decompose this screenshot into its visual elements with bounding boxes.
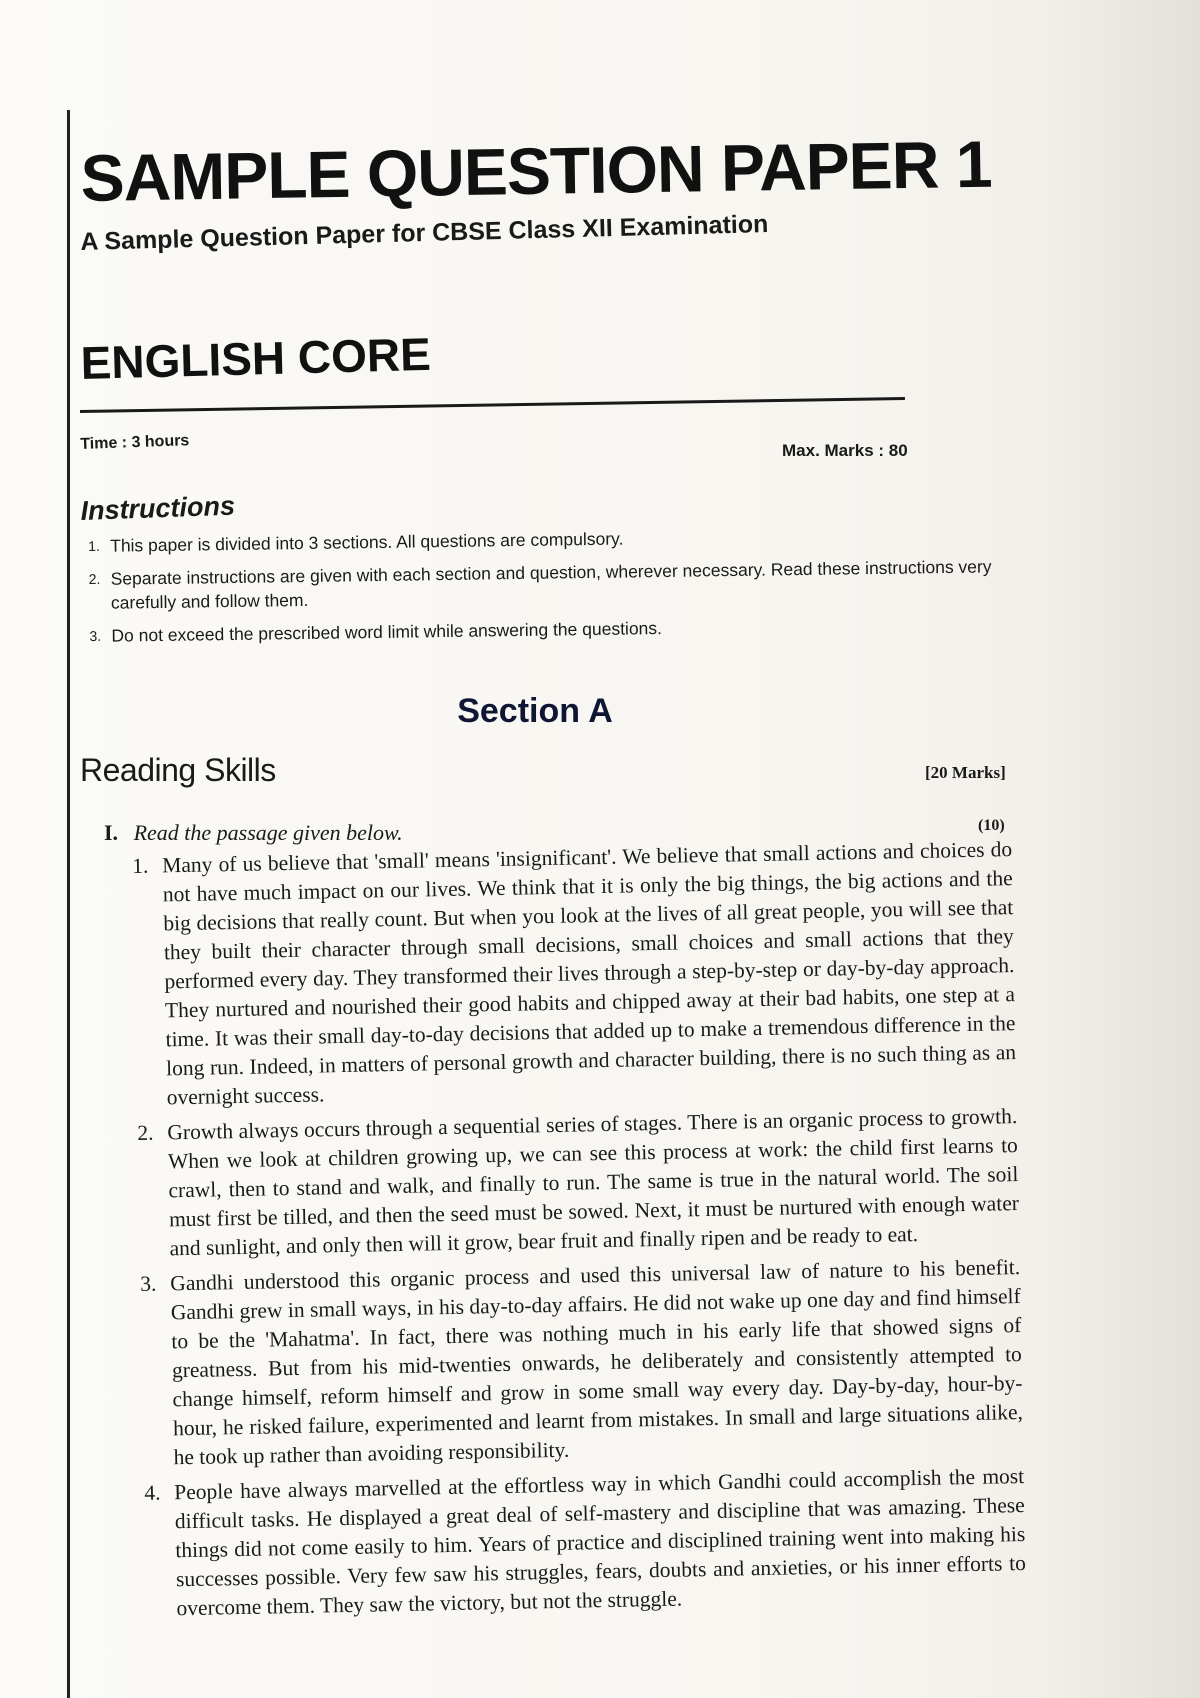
passage-paragraph <box>140 1253 1024 1473</box>
time-label: Time : 3 hours <box>80 432 190 453</box>
passage-paragraph <box>137 1102 1020 1264</box>
question-text: Read the passage given below. <box>133 820 403 845</box>
max-marks-label: Max. Marks : 80 <box>782 441 908 460</box>
paper-subtitle: A Sample Question Paper for CBSE Class XII Examination <box>80 209 769 256</box>
section-part-marks: [20 Marks] <box>925 763 1006 782</box>
question-marks: (10) <box>978 817 1005 834</box>
instruction-text: Separate instructions are given with each section and question, wherever necessary. Read these instructions very carefully and follow them. <box>110 556 992 613</box>
paragraph-number: 1. <box>132 853 149 878</box>
instruction-text: Do not exceed the prescribed word limit while answering the questions. <box>111 617 663 646</box>
reading-passage <box>132 835 1027 1630</box>
instruction-item <box>88 521 1008 558</box>
instructions-heading: Instructions <box>80 490 236 526</box>
passage-paragraph <box>144 1462 1027 1624</box>
instruction-item <box>89 611 1009 648</box>
paragraph-text: Growth always occurs through a sequential series of stages. There is an organic process to growth. When we look at children growing up, we can see this process at work: the child first learns to crawl, then to stand and walk, and finally to run. The same is true in the natural world. The soil must first be tilled, and then the seed must be sowed. Next, it must be nurtured with enough water and sunlight, and only then will it grow, bear fruit and finally ripen and be ready to eat. <box>167 1104 1020 1261</box>
passage-paragraph <box>132 835 1017 1113</box>
question-number: I. <box>104 820 119 845</box>
instruction-item <box>88 554 1009 615</box>
paragraph-number: 2. <box>137 1120 154 1145</box>
paragraph-text: People have always marvelled at the effortless way in which Gandhi could accomplish the most difficult tasks. He displayed a great deal of self-mastery and discipline that was amazing. These things did not come easily to him. Years of practice and disciplined training went into making his successes possible. Very few saw his struggles, fears, doubts and anxieties, or his inner efforts to overcome them. They saw the victory, but not the struggle. <box>174 1463 1027 1621</box>
section-part-title: Reading Skills <box>80 752 276 788</box>
paragraph-number: 4. <box>144 1480 161 1505</box>
instruction-number: 3. <box>89 627 102 644</box>
paragraph-number: 3. <box>140 1271 157 1296</box>
instruction-number: 2. <box>88 570 101 587</box>
left-margin-rule <box>67 110 70 1698</box>
paragraph-text: Gandhi understood this organic process and used this universal law of nature to his benefit. Gandhi grew in small ways, in his day-to-day affairs. He did not wake up one day and find himself to be the 'Mahatma'. In fact, there was nothing much in his early life that showed signs of greatness. But from his mid-twenties onwards, he deliberately and consistently attempted to change himself, reform himself and grow in some small way every day. Day-by-day, hour-by-hour, he risked failure, experimented and learnt from mistakes. In small and large situations alike, he took up rather than avoiding responsibility. <box>170 1255 1024 1470</box>
header-divider <box>80 397 905 413</box>
instruction-text: This paper is divided into 3 sections. All questions are compulsory. <box>110 528 624 556</box>
question-label <box>104 820 403 846</box>
page-edge-shadow <box>1040 0 1200 1698</box>
subject-title: ENGLISH CORE <box>80 327 432 389</box>
paragraph-text: Many of us believe that 'small' means 'insignificant'. We believe that small actions and choices do not have much impact on our lives. We think that it is only the big things, the big actions and the big decisions that really count. But when you look at the lives of all great people, you will see that they built their character through small decisions, small choices and small actions that they performed every day. They transformed their lives through a step-by-step or day-by-day approach. They nurtured and nourished their good habits and chipped away at their bad habits, one step at a time. It was their small day-to-day decisions that added up to make a tremendous difference in the long run. Indeed, in matters of personal growth and character building, there is no such thing as an overnight success. <box>162 837 1017 1110</box>
instruction-number: 1. <box>88 537 100 554</box>
instructions-list <box>88 521 1010 657</box>
paper-title: SAMPLE QUESTION PAPER 1 <box>80 126 993 215</box>
section-title: Section A <box>457 692 613 730</box>
